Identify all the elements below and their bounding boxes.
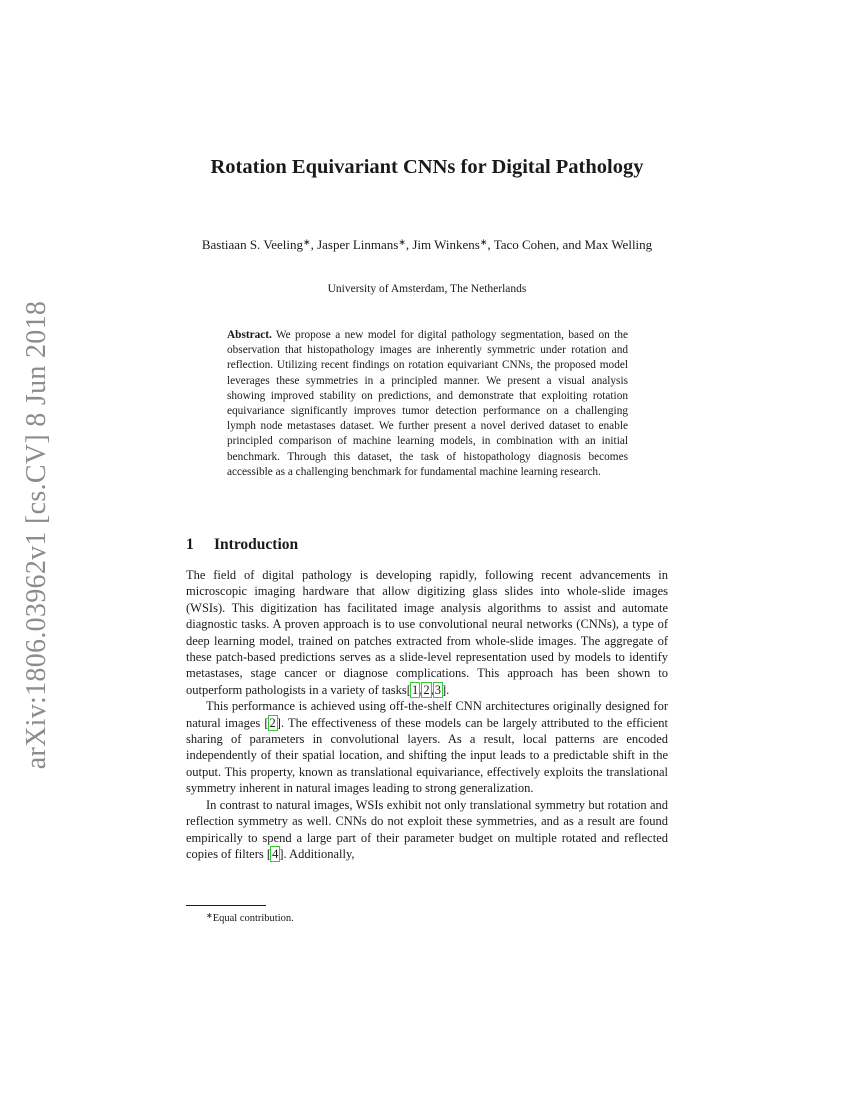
citation-link[interactable]: 4 xyxy=(272,846,279,861)
citation-separator: , xyxy=(419,682,423,697)
footnote-mark: ∗ xyxy=(206,911,213,920)
arxiv-stamp-text: arXiv:1806.03962v1 [cs.CV] 8 Jun 2018 xyxy=(21,300,52,770)
citation-bracket: ] xyxy=(441,682,447,697)
author-footnote-mark: ∗ xyxy=(398,237,406,247)
citation-bracket: [ xyxy=(266,846,272,861)
author-footnote-mark: ∗ xyxy=(303,237,311,247)
citation-link[interactable]: 2 xyxy=(269,715,276,730)
section-heading xyxy=(186,535,298,555)
paragraph xyxy=(186,797,668,863)
footnote xyxy=(206,909,294,925)
paragraph-text: In contrast to natural images, WSIs exhibit not only translational symmetry but rotation and reflection symmetry as well. CNNs do not exploit these symmetries, and as a result are found empirically to spend a large part of their parameter budget on multiple rotated and reflected copies of filters xyxy=(186,797,668,861)
section-title: Introduction xyxy=(214,536,299,553)
citation-bracket: [ xyxy=(264,715,269,730)
citation-link[interactable]: 2 xyxy=(423,682,430,697)
paragraph xyxy=(186,698,668,796)
paragraph-text: This performance is achieved using off-the-shelf CNN architectures originally designed for natural images xyxy=(186,699,668,730)
author-separator: , xyxy=(310,237,318,252)
author-name: Jim Winkens xyxy=(412,237,480,252)
paragraph-text: . The effectiveness of these models can be largely attributed to the efficient sharing of parameters in convolutional layers. As a result, local patterns are encoded independently of their spatial location, and shifting the input leads to a predictable shift in the output. This property, known as translational equivariance, effectively exploits the translational symmetry inherent in natural images leading to strong generalization. xyxy=(186,715,668,796)
abstract xyxy=(227,328,628,480)
footnote-rule xyxy=(186,905,266,906)
citation-bracket: ] xyxy=(279,846,284,861)
author-name: Bastiaan S. Veeling xyxy=(201,237,304,252)
citation-link[interactable]: 3 xyxy=(434,682,441,697)
paper-title: Rotation Equivariant CNNs for Digital Pathology xyxy=(210,156,644,178)
author-separator: , xyxy=(405,237,413,252)
author-name: Jasper Linmans xyxy=(317,237,399,252)
author-name: Taco Cohen xyxy=(493,237,556,252)
author-footnote-mark: ∗ xyxy=(479,237,488,247)
abstract-text: We propose a new model for digital pathology segmentation, based on the observation that histopathology images are inherently symmetric under rotation and reflection. Utilizing recent findings on rotation equivariant CNNs, the proposed model leverages these symmetries in a principled manner. We present a visual analysis showing improved stability on predictions, and demonstrate that exploiting rotation equivariance significantly improves tumor detection performance on a challenging lymph node metastases dataset. We further present a novel derived dataset to enable principled comparison of machine learning models, in combination with an initial benchmark. Through this dataset, the task of histopathology diagnosis becomes accessible as a challenging benchmark for fundamental machine learning research. xyxy=(227,329,628,478)
citation-link[interactable]: 1 xyxy=(411,682,419,697)
paragraph-text: . xyxy=(446,682,450,697)
paragraph-text: The field of digital pathology is developing rapidly, following recent advancements in microscopic imaging hardware that allow digitizing glass slides into whole-slide images (WSIs). This digitization has facilitated image analysis algorithms to assist and automate diagnostic tasks. A proven approach is to use convolutional neural networks (CNNs), a type of deep learning model, trained on patches extracted from whole-slide images. The aggregate of these patch-based predictions serves as a slide-level representation used by models to identify metastases, stage cancer or diagnose complications. This approach has been shown to outperform pathologists in a variety of tasks xyxy=(186,568,668,697)
affiliation: University of Amsterdam, The Netherlands xyxy=(327,283,527,295)
author-list xyxy=(186,234,668,253)
body-text xyxy=(186,567,668,862)
author-separator: , xyxy=(487,237,494,252)
author-name: Max Welling xyxy=(584,237,653,252)
footnote-text: Equal contribution. xyxy=(212,913,294,924)
abstract-label: Abstract. xyxy=(227,329,272,341)
section-number: 1 xyxy=(186,536,194,553)
paragraph-text: . Additionally, xyxy=(283,846,355,861)
citation-separator: , xyxy=(430,682,434,697)
citation-bracket: [ xyxy=(406,682,411,697)
citation-bracket: ] xyxy=(276,715,281,730)
author-separator: , and xyxy=(555,237,585,252)
arxiv-stamp xyxy=(20,300,54,770)
paragraph xyxy=(186,567,668,698)
